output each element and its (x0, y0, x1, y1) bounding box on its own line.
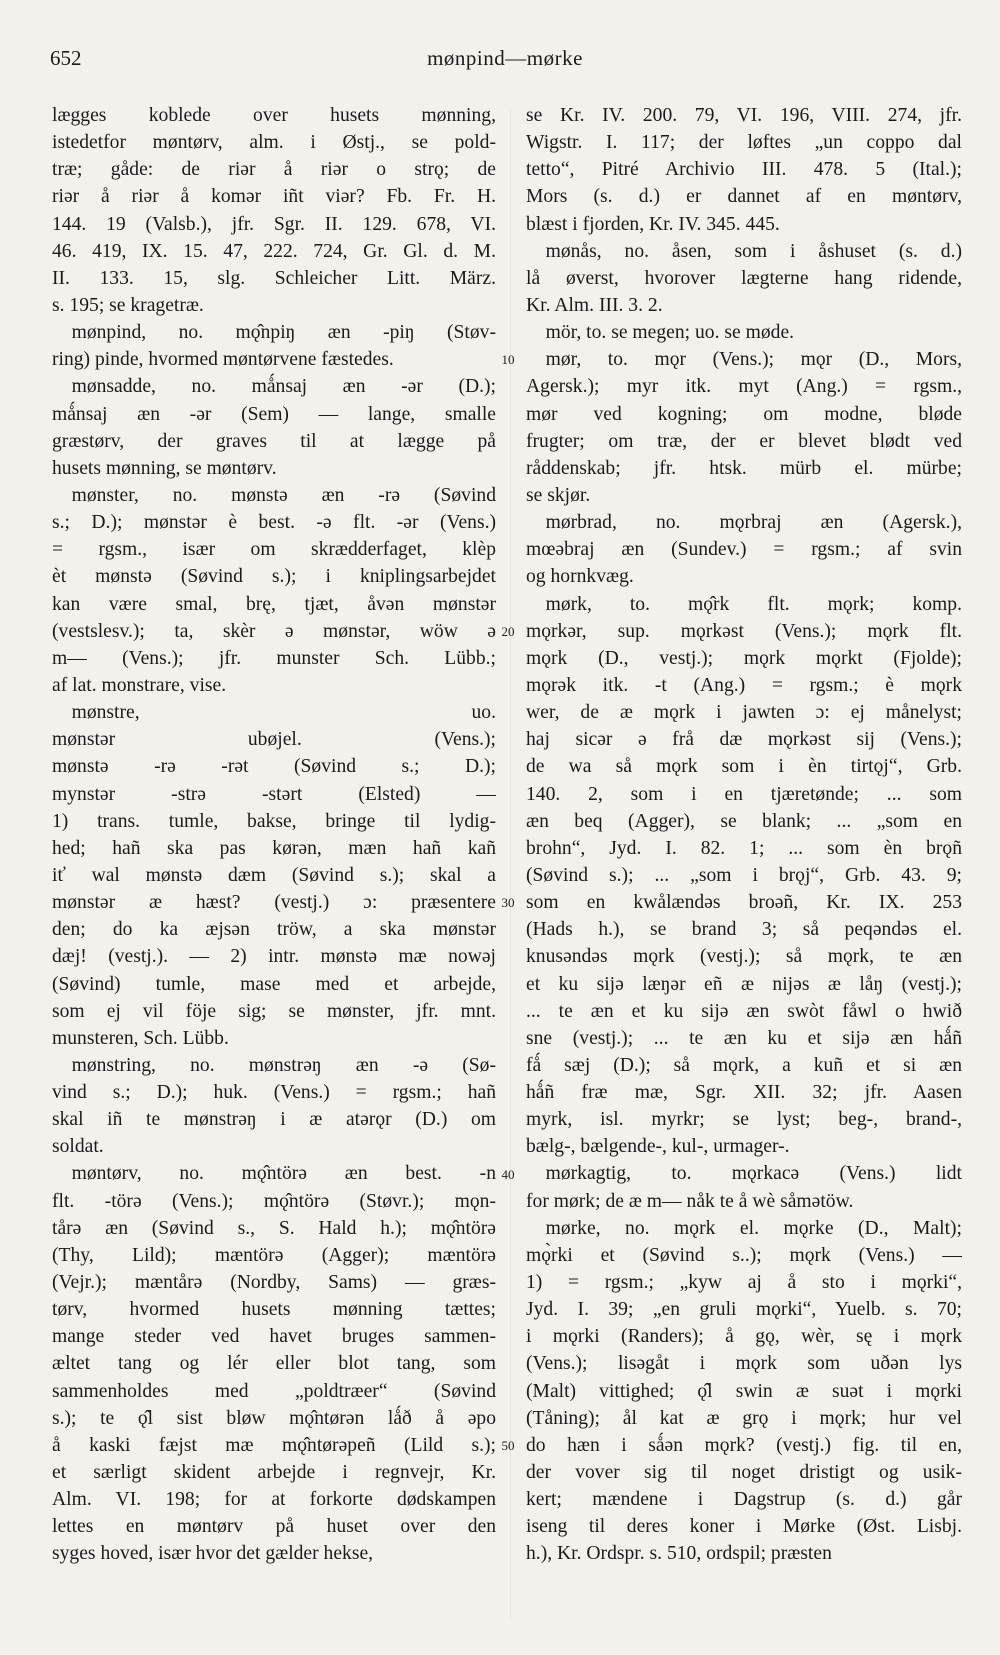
text-line: og hornkvæg. (526, 566, 634, 588)
text-line: de wa så mǫrk som i èn tirtǫj“, Grb. (526, 756, 962, 778)
text-line: kert; mændene i Dagstrup (s. d.) går (526, 1489, 962, 1511)
text-line: husets mønning, se møntørv. (52, 457, 277, 479)
text-line: lettes en møntørv på huset over den (52, 1516, 496, 1538)
line-number: 20 (501, 623, 515, 639)
text-line: 1) = rgsm.; „kyw aj å sto i mǫrki“, (526, 1272, 962, 1294)
text-line: (Søvind) tumle, mase med et arbejde, (52, 973, 496, 995)
text-line: mœəbraj æn (Sundev.) = rgsm.; af svin (526, 539, 962, 561)
text-line: s.); te ǫ̂l sist bløw mǫ̂ntørən lǻð å əpo (52, 1407, 496, 1429)
text-line: råddenskab; jfr. htsk. mürb el. mürbe; (526, 457, 962, 479)
page-header (50, 46, 960, 76)
text-line: mønpind, no. mǫ̂npiŋ æn -piŋ (Støv- (52, 322, 496, 344)
text-line: lægges koblede over husets mønning, (52, 105, 496, 126)
text-line: ... te æn et ku sijə æn swòt fåwl o hwið (526, 1000, 962, 1022)
text-line: 1) trans. tumle, bakse, bringe til lydig- (52, 810, 496, 832)
text-line: (Vejr.); mæntårə (Nordby, Sams) — græs- (52, 1272, 496, 1294)
text-line: mǫrk (D., vestj.); mǫrk mǫrkt (Fjolde); (526, 647, 962, 669)
text-line: brohn“, Jyd. I. 82. 1; ... som èn brǫñ (526, 837, 962, 859)
text-line: soldat. (52, 1136, 104, 1158)
text-line: èt mønstə (Søvind s.); i kniplingsarbejdet (52, 566, 496, 588)
text-line: (Vens.); lisəgåt i mǫrk som uðən lys (526, 1353, 962, 1375)
text-line: munsteren, Sch. Lübb. (52, 1027, 229, 1049)
text-line: Agersk.); myr itk. myt (Ang.) = rgsm., (526, 376, 962, 398)
text-line: tetto“, Pitré Archivio III. 478. 5 (Ital.); (526, 159, 962, 181)
text-line: vind s.; D.); huk. (Vens.) = rgsm.; hañ (52, 1082, 496, 1104)
text-line: hǻñ fræ mæ, Sgr. XII. 32; jfr. Aasen (526, 1082, 962, 1104)
text-line: dæj! (vestj.). — 2) intr. mønstə mæ nowəj (52, 946, 496, 968)
column-divider (510, 110, 511, 1620)
line-number: 40 (501, 1166, 515, 1182)
text-line: (Hads h.), se brand 3; så peqəndəs el. (526, 919, 962, 941)
left-column (52, 102, 496, 1568)
text-line: Alm. VI. 198; for at forkorte dødskampen (52, 1489, 496, 1511)
text-line: mønås, no. åsen, som i åshuset (s. d.) (526, 240, 962, 262)
text-line: mørbrad, no. mǫrbraj æn (Agersk.), (526, 512, 962, 534)
text-line: h.), Kr. Ordspr. s. 510, ordspil; præsten (526, 1543, 832, 1565)
text-line: mørke, no. mǫrk el. mǫrke (D., Malt); (526, 1217, 962, 1239)
text-line: Wigstr. I. 117; der løftes „un coppo dal (526, 132, 962, 154)
text-line: mønstər æ hæst? (vestj.) ɔ: præsentere (52, 892, 496, 914)
text-line: = rgsm., især om skrædderfaget, klèp (52, 539, 496, 561)
text-line: mønstre, uo. (52, 702, 496, 724)
text-line: (Tåning); ål kat æ grǫ i mǫrk; hur vel (526, 1407, 962, 1429)
text-line: et ku sijə læŋər eñ æ nijəs æ låŋ (vestj.); (526, 973, 962, 995)
text-line: (Søvind s.); ... „som i brǫj“, Grb. 43. 9; (526, 864, 962, 886)
text-line: wer, de æ mǫrk i jawten ɔ: ej månelyst; (526, 702, 962, 724)
text-line: mǫ̀rki et (Søvind s..); mǫrk (Vens.) — (526, 1244, 962, 1266)
text-line: Mors (s. d.) er dannet af en møntørv, (526, 186, 962, 208)
text-line: mønstə -rə -rət (Søvind s.; D.); (52, 756, 496, 778)
text-line: som ej vil föje sig; se mønster, jfr. mnt. (52, 1000, 496, 1022)
text-line: mønsadde, no. mǻnsaj æn -ər (D.); (52, 376, 496, 398)
text-line: syges hoved, især hvor det gælder hekse, (52, 1543, 374, 1565)
text-line: Jyd. I. 39; „en gruli mǫrki“, Yuelb. s. 70; (526, 1299, 962, 1321)
text-line: hed; hañ ska pas kørən, mæn hañ kañ (52, 837, 496, 859)
text-line: tørv, hvormed husets mønning tættes; (52, 1299, 496, 1321)
text-line: mørkagtig, to. mǫrkacə (Vens.) lidt (526, 1163, 962, 1185)
text-line: i mǫrki (Randers); å gǫ, wèr, sę i mǫrk (526, 1326, 962, 1348)
text-line: mǻnsaj æn -ər (Sem) — lange, smalle (52, 403, 496, 425)
text-line: mǫrək itk. -t (Ang.) = rgsm.; è mǫrk (526, 674, 962, 696)
text-line: mør ved kogning; om modne, bløde (526, 403, 962, 425)
text-line: haj sicər ə frå dæ mǫrkəst sij (Vens.); (526, 729, 962, 751)
text-line: tårə æn (Søvind s., S. Hald h.); mǫ̂ntörə (52, 1217, 496, 1239)
text-line: 46. 419, IX. 15. 47, 222. 724, Gr. Gl. d. M. (52, 240, 496, 262)
text-line: ring) pinde, hvormed møntørvene fæstedes. (52, 349, 394, 371)
text-line: 140. 2, som i en tjæretønde; ... som (526, 783, 962, 805)
line-number: 30 (501, 895, 515, 911)
line-number: 10 (501, 352, 515, 368)
text-line: iť wal mønstə dæm (Søvind s.); skal a (52, 864, 496, 886)
text-line: 144. 19 (Valsb.), jfr. Sgr. II. 129. 678, VI. (52, 213, 496, 235)
text-line: mör, to. se megen; uo. se møde. (526, 322, 795, 344)
text-line: blæst i fjorden, Kr. IV. 345. 445. (526, 213, 780, 235)
text-line: flt. -törə (Vens.); mǫ̂ntörə (Støvr.); mǫn- (52, 1190, 496, 1212)
text-line: kan være smal, brę, tjæt, åvən mønstər (52, 593, 496, 615)
text-line: m— (Vens.); jfr. munster Sch. Lübb.; (52, 647, 496, 669)
text-line: frugter; om træ, der er blevet blødt ved (526, 430, 962, 452)
running-head: mønpind—mørke (427, 46, 583, 70)
text-line: se Kr. IV. 200. 79, VI. 196, VIII. 274, jfr. (526, 105, 962, 126)
text-line: æn beq (Agger), se blank; ... „som en (526, 810, 962, 832)
text-line: mørk, to. mǫ̂rk flt. mǫrk; komp. (526, 593, 962, 615)
text-line: do hæn i sǻən mǫrk? (vestj.) fig. til en, (526, 1434, 962, 1456)
text-line: knusəndəs mǫrk (vestj.); så mǫrk, te æn (526, 946, 962, 968)
text-line: mønstər ubøjel. (Vens.); (52, 729, 496, 751)
text-line: af lat. monstrare, vise. (52, 674, 227, 696)
text-line: istedetfor møntørv, alm. i Østj., se pold- (52, 132, 496, 154)
text-line: sammenholdes med „poldtræer“ (Søvind (52, 1380, 496, 1402)
text-line: (vestslesv.); ta, skèr ə mønstər, wöw ə (52, 620, 496, 642)
text-line: mønstring, no. mønstrəŋ æn -ə (Sø- (52, 1054, 496, 1076)
text-line: et særligt skident arbejde i regnvejr, Kr. (52, 1462, 496, 1484)
text-line: mønster, no. mønstə æn -rə (Søvind (52, 484, 496, 506)
text-line: s. 195; se kragetræ. (52, 294, 204, 316)
text-line: møntørv, no. mǫ̂ntörə æn best. -n (52, 1163, 496, 1185)
text-line: mynstər -strə -stərt (Elsted) — (52, 783, 496, 805)
text-line: træ; gåde: de riər å riər o strǫ; de (52, 159, 496, 181)
text-line: iseng til deres koner i Mørke (Øst. Lisbj. (526, 1516, 962, 1538)
text-line: græstørv, der graves til at lægge på (52, 430, 496, 452)
text-line: lå øverst, hvorover lægterne hang ridende, (526, 267, 962, 289)
text-line: mǫrkər, sup. mǫrkəst (Vens.); mǫrk flt. (526, 620, 962, 642)
text-line: Kr. Alm. III. 3. 2. (526, 294, 663, 316)
line-number: 50 (501, 1438, 515, 1454)
text-line: skal iñ te mønstrəŋ i æ atərǫr (D.) om (52, 1109, 496, 1131)
text-line: æltet tang og lér eller blot tang, som (52, 1353, 496, 1375)
text-line: for mørk; de æ m— nåk te å wè såmətöw. (526, 1190, 854, 1212)
text-line: riər å riər å komər iñt viər? Fb. Fr. H. (52, 186, 496, 208)
text-line: å kaski fæjst mæ mǫ̂ntørəpeñ (Lild s.); (52, 1434, 496, 1456)
text-line: s.; D.); mønstər è best. -ə flt. -ər (Vens.) (52, 512, 496, 534)
page-number: 652 (50, 46, 82, 70)
text-line: der vover sig til noget dristigt og usik- (526, 1462, 962, 1484)
text-line: se skjør. (526, 484, 591, 506)
text-line: mør, to. mǫr (Vens.); mǫr (D., Mors, (526, 349, 962, 371)
text-line: (Thy, Lild); mæntörə (Agger); mæntörə (52, 1244, 496, 1266)
text-line: fǻ sæj (D.); så mǫrk, a kuñ et si æn (526, 1054, 962, 1076)
text-line: (Malt) vittighed; ǫ̂l swin æ suət i mǫrki (526, 1380, 962, 1402)
text-line: bælg-, bælgende-, kul-, urmager-. (526, 1136, 790, 1158)
text-line: den; do ka æjsən tröw, a ska mønstər (52, 919, 496, 941)
right-column (526, 102, 962, 1568)
text-line: som en kwålændəs broəñ, Kr. IX. 253 (526, 892, 962, 914)
text-line: II. 133. 15, slg. Schleicher Litt. März. (52, 267, 496, 289)
text-line: myrk, isl. myrkr; se lyst; beg-, brand-, (526, 1109, 962, 1131)
text-line: sne (vestj.); ... te æn ku et sijə æn hǻñ (526, 1027, 962, 1049)
text-line: mange steder ved havet bruges sammen- (52, 1326, 496, 1348)
